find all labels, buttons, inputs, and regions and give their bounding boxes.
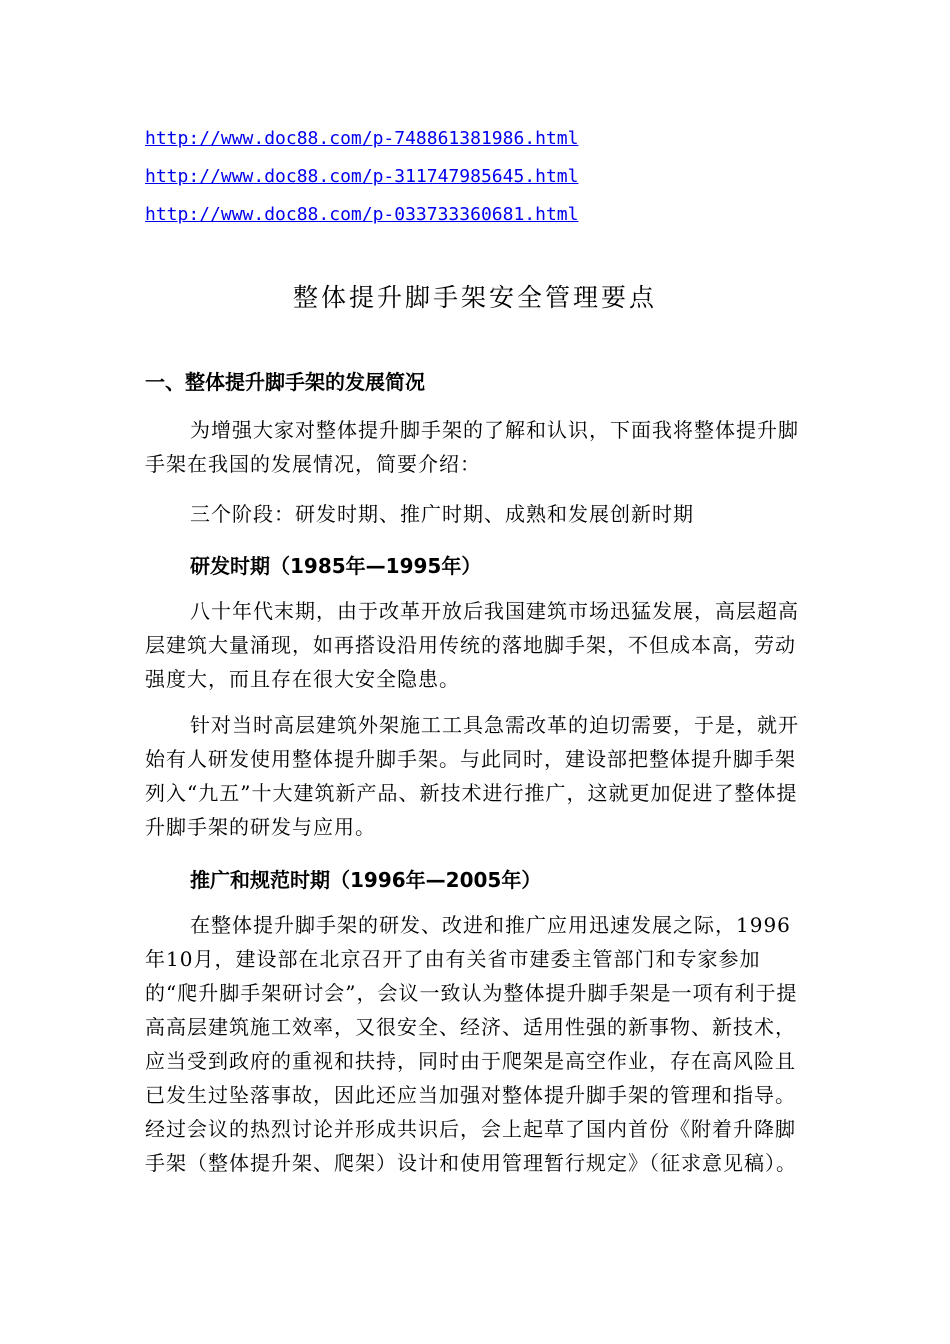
- section-heading: 一、整体提升脚手架的发展简况: [145, 370, 425, 394]
- intro-paragraph: 为增强大家对整体提升脚手架的了解和认识，下面我将整体提升脚手架在我国的发展情况，简要介绍：: [145, 418, 799, 476]
- stages-paragraph: 三个阶段：研发时期、推广时期、成熟和发展创新时期: [190, 502, 694, 526]
- phase1-heading: 研发时期（1985年—1995年）: [190, 554, 482, 578]
- reference-link-1[interactable]: http://www.doc88.com/p-748861381986.html: [145, 128, 579, 149]
- phase2-heading: 推广和规范时期（1996年—2005年）: [190, 868, 542, 892]
- phase2-paragraph-1: 在整体提升脚手架的研发、改进和推广应用迅速发展之际，1996年10月，建设部在北京召开了由有关省市建委主管部门和专家参加的“爬升脚手架研讨会”，会议一致认为整体提升脚手架是一项有利于提高高层建筑施工效率，又很安全、经济、适用性强的新事物、新技术，应当受到政府的重视和扶持，同时由于爬架是高空作业，存在高风险且已发生过坠落事故，因此还应当加强对整体提升脚手架的管理和指导。经过会议的热烈讨论并形成共识后，会上起草了国内首份《附着升降脚手架（整体提升架、爬架）设计和使用管理暂行规定》（征求意见稿）。: [145, 913, 798, 1175]
- phase1-paragraph-2: 针对当时高层建筑外架施工工具急需改革的迫切需要，于是，就开始有人研发使用整体提升脚手架。与此同时，建设部把整体提升脚手架列入“九五”十大建筑新产品、新技术进行推广，这就更加促进了整体提升脚手架的研发与应用。: [145, 713, 799, 839]
- phase1-paragraph-1: 八十年代末期，由于改革开放后我国建筑市场迅猛发展，高层超高层建筑大量涌现，如再搭设沿用传统的落地脚手架，不但成本高，劳动强度大，而且存在很大安全隐患。: [145, 599, 799, 691]
- reference-link-2[interactable]: http://www.doc88.com/p-311747985645.html: [145, 166, 579, 187]
- document-title: 整体提升脚手架安全管理要点: [292, 283, 657, 312]
- reference-link-3[interactable]: http://www.doc88.com/p-033733360681.html: [145, 204, 579, 225]
